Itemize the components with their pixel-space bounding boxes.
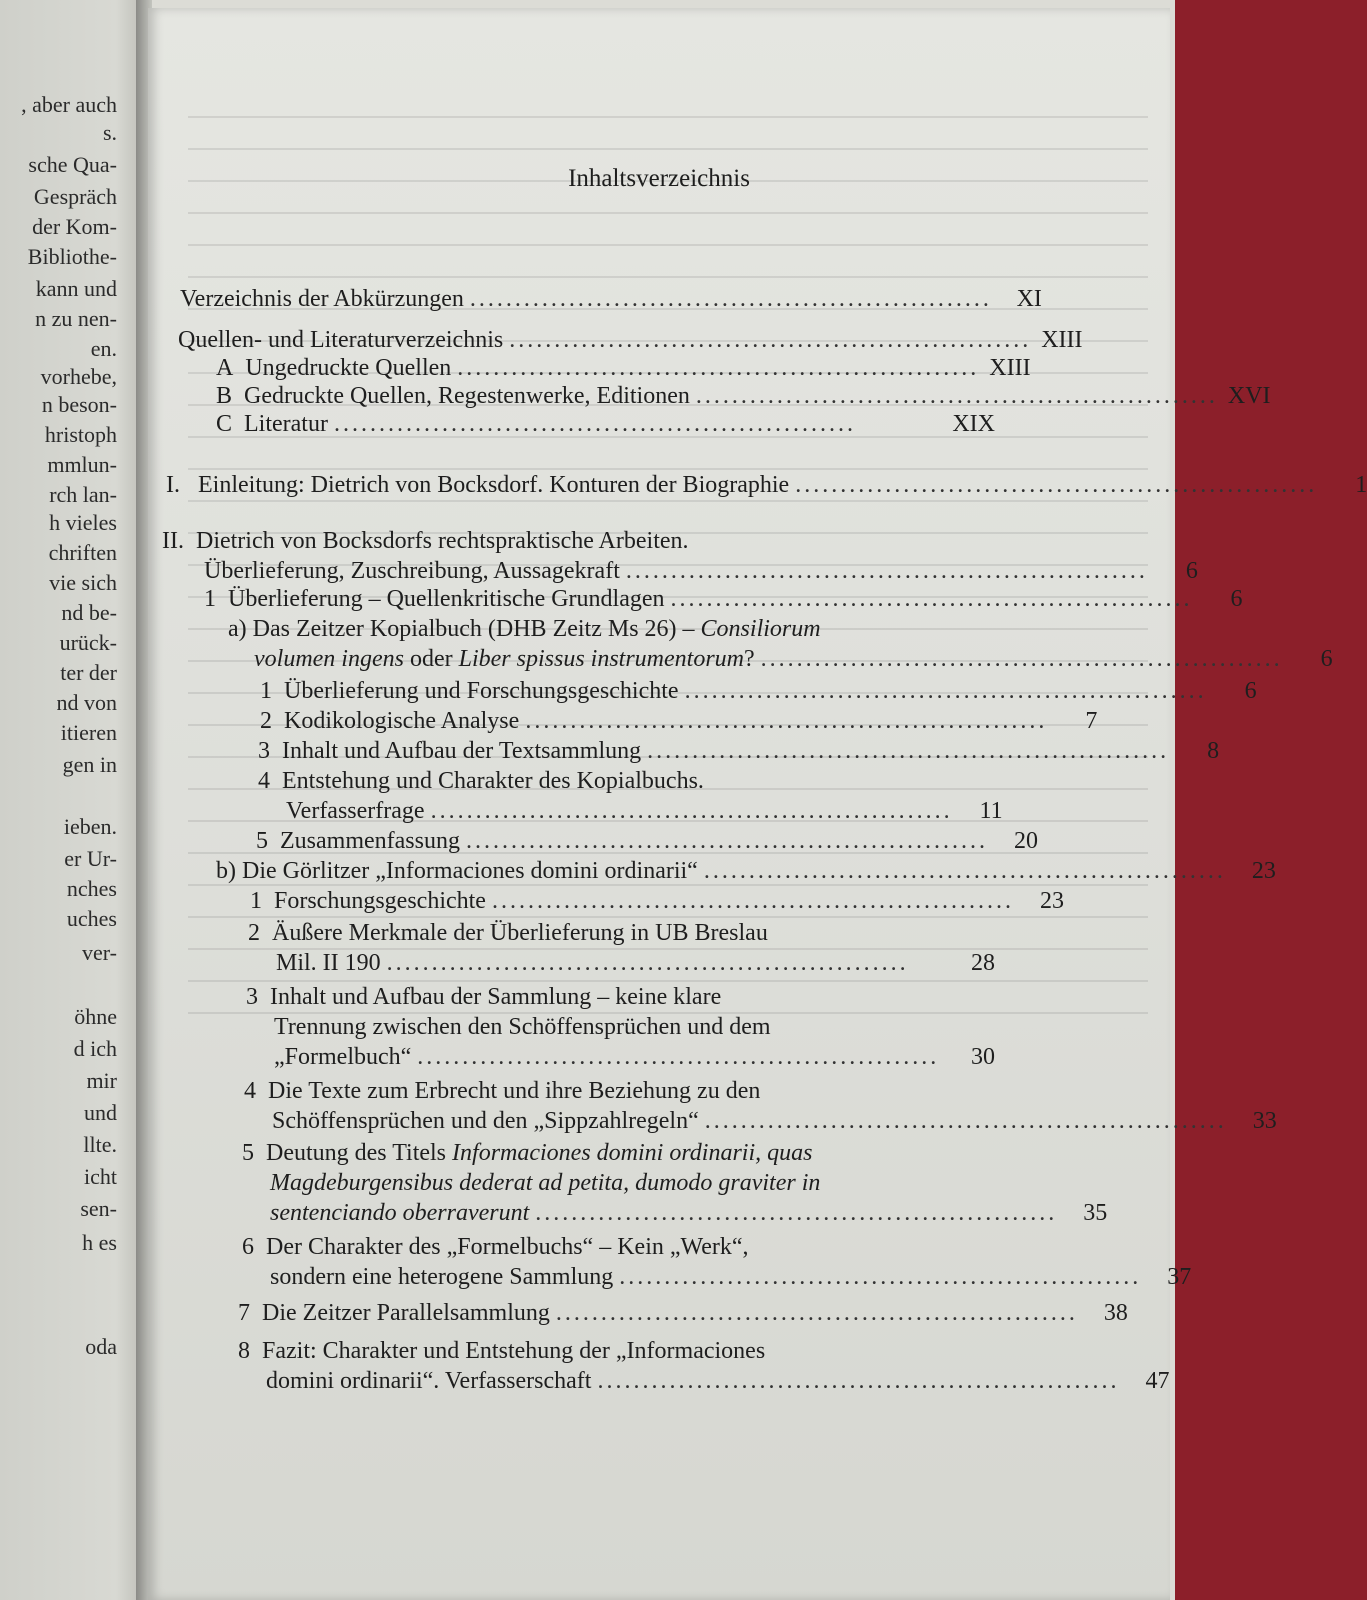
toc-entry-section-b2: 2 Äußere Merkmale der Überlieferung in UB Breslau Mil. II 190 .......................................................... 28	[248, 920, 995, 976]
left-page-text-line: uches	[66, 906, 117, 931]
toc-page-number: XI	[1016, 286, 1042, 312]
toc-entry-section-b7: 7 Die Zeitzer Parallelsammlung .......................................................... 38	[238, 1300, 1128, 1326]
left-page-text-line: rch lan-	[49, 482, 117, 507]
toc-page-number: 20	[1013, 828, 1038, 854]
left-page-text-line: h vieles	[49, 510, 117, 535]
left-page-text-line: sche Qua-	[28, 152, 117, 177]
toc-entry-section-b5: 5 Deutung des Titels Informaciones domini ordinarii, quas Magdeburgensibus dederat ad petita, dumodo graviter in sentenciando oberraverunt .......................................................... 35	[242, 1140, 1108, 1226]
left-page	[0, 0, 145, 1600]
toc-entry-text: volumen ingens	[254, 646, 404, 672]
toc-entry-section-a5: 5 Zusammenfassung .......................................................... 20	[256, 828, 1038, 854]
toc-page-number: 33	[1252, 1108, 1277, 1134]
toc-page-number: 6	[1320, 646, 1333, 672]
toc-entry-chapter-2: II. Dietrich von Bocksdorfs rechtspraktische Arbeiten. Überlieferung, Zuschreibung, Aussagekraft .......................................................... 6	[162, 528, 1198, 584]
toc-entry-label: 2	[260, 708, 272, 734]
toc-entry-label: a)	[228, 616, 247, 642]
toc-entry-text: Liber spissus instrumentorum	[458, 646, 744, 672]
toc-page-number: 30	[971, 1044, 995, 1070]
toc-entry-text: Dietrich von Bocksdorfs rechtspraktische Arbeiten.	[195, 528, 689, 554]
toc-entry-label: 1	[250, 888, 262, 914]
toc-entry-text: Überlieferung und Forschungsgeschichte	[284, 678, 679, 704]
toc-page-number: 38	[1103, 1300, 1128, 1326]
toc-entry-section-b3: 3 Inhalt und Aufbau der Sammlung – keine klare Trennung zwischen den Schöffensprüchen und dem „Formelbuch“ .......................................................... 30	[246, 984, 995, 1070]
toc-page-number: 35	[1083, 1200, 1108, 1226]
toc-entry-text: Kodikologische Analyse	[284, 708, 520, 734]
toc-entry-text: Die Zeitzer Parallelsammlung	[262, 1300, 550, 1326]
toc-entry-text: Deutung des Titels	[266, 1140, 453, 1166]
toc-entry-text: Fazit: Charakter und Entstehung der „Informaciones	[262, 1338, 766, 1364]
left-page-text-line: und	[84, 1100, 117, 1125]
left-page-text-line: gen in	[62, 752, 117, 777]
toc-entry-text: Verzeichnis der Abkürzungen	[180, 286, 464, 312]
toc-entry-literatur: C Literatur .......................................................... XIX	[216, 411, 995, 437]
toc-entry-label: 5	[242, 1140, 254, 1166]
toc-page-number: XIII	[989, 355, 1031, 381]
toc-entry-label: 4	[258, 768, 270, 794]
right-page	[148, 8, 1367, 1600]
left-page-text-line: chriften	[48, 540, 117, 565]
toc-page-number: 37	[1167, 1264, 1192, 1290]
toc-page-number: 11	[979, 798, 1003, 824]
left-page-text-line: hristoph	[44, 422, 117, 447]
left-page-text-line: oda	[85, 1334, 117, 1359]
toc-entry-label: C	[216, 411, 233, 437]
toc-entry-label: 7	[238, 1300, 250, 1326]
toc-entry-label: 3	[258, 738, 270, 764]
toc-page-number: 28	[971, 950, 995, 976]
toc-page-number: 6	[1230, 586, 1243, 612]
left-page-text-line: Bibliothe-	[27, 244, 117, 269]
toc-entry-label: I.	[166, 472, 180, 498]
toc-entry-text: Trennung zwischen den Schöffensprüchen und dem	[274, 1014, 771, 1040]
left-page-text-line: vorhebe,	[40, 364, 117, 389]
toc-entry-text: Überlieferung, Zuschreibung, Aussagekraft	[204, 558, 620, 584]
left-page-text-line: vie sich	[49, 570, 117, 595]
left-page-text-line: ver-	[82, 940, 117, 965]
toc-entry-text: Äußere Merkmale der Überlieferung in UB Breslau	[272, 920, 768, 946]
toc-entry-label: 8	[238, 1338, 250, 1364]
toc-entry-text: Verfasserfrage	[286, 798, 425, 824]
toc-page-number: XVI	[1227, 383, 1271, 409]
toc-entry-text: Mil. II 190	[276, 950, 381, 976]
left-page-text-line: kann und	[35, 276, 117, 301]
toc-entry-text: Inhalt und Aufbau der Textsammlung	[282, 738, 642, 764]
toc-entry-section-a: a) Das Zeitzer Kopialbuch (DHB Zeitz Ms 26) – Consiliorum volumen ingens oder Liber spissus instrumentorum? .......................................................... 6	[228, 616, 1333, 672]
toc-entry-label: A	[216, 355, 234, 381]
toc-entry-text: Zusammenfassung	[280, 828, 460, 854]
left-page-text-line: ter der	[60, 660, 117, 685]
left-page-text-line: icht	[84, 1164, 117, 1189]
left-page-text-line: nd be-	[61, 600, 117, 625]
toc-entry-text: Der Charakter des „Formelbuchs“ – Kein „Werk“,	[266, 1234, 749, 1260]
left-page-text-line: er Ur-	[64, 846, 117, 871]
toc-entry-section-b6: 6 Der Charakter des „Formelbuchs“ – Kein „Werk“, sondern eine heterogene Sammlung .......................................................... 37	[242, 1234, 1192, 1290]
toc-entry-text: Überlieferung – Quellenkritische Grundlagen	[228, 586, 665, 612]
toc-entry-text: Entstehung und Charakter des Kopialbuchs.	[282, 768, 704, 794]
toc-entry-label: 1	[260, 678, 272, 704]
left-page-text-line: der Kom-	[32, 214, 117, 239]
left-page-text-line: Gespräch	[33, 184, 117, 209]
toc-entry-quellen: Quellen- und Literaturverzeichnis .......................................................... XIII	[178, 327, 1083, 353]
toc-entry-text: Schöffensprüchen und den „Sippzahlregeln“	[272, 1108, 699, 1134]
toc-page-number: 47	[1145, 1368, 1170, 1394]
toc-entry-text: sentenciando oberraverunt	[270, 1200, 530, 1226]
left-page-text-line: h es	[82, 1230, 117, 1255]
toc-page-number: 23	[1251, 858, 1276, 884]
left-page-text-line: itieren	[60, 720, 117, 745]
toc-entry-label: 1	[204, 586, 216, 612]
left-page-text-line: mmlun-	[47, 452, 117, 477]
left-page-text-line: n beson-	[41, 392, 117, 417]
toc-entry-text: Ungedruckte Quellen	[245, 355, 452, 381]
toc-entry-gedruckte: B Gedruckte Quellen, Regestenwerke, Editionen .......................................................... XVI	[216, 383, 1271, 409]
toc-entry-abkuerzungen: Verzeichnis der Abkürzungen .......................................................... XI	[180, 286, 1042, 312]
toc-entry-label: B	[216, 383, 233, 409]
toc-page-number: 6	[1185, 558, 1198, 584]
toc-entry-text: Literatur	[244, 411, 328, 437]
left-page-text-line: llte.	[83, 1132, 117, 1157]
toc-entry-label: 6	[242, 1234, 254, 1260]
toc-entry-label: II.	[162, 528, 184, 554]
toc-entry-section-b4: 4 Die Texte zum Erbrecht und ihre Beziehung zu den Schöffensprüchen und den „Sippzahlregeln“ .......................................................... 33	[244, 1078, 1277, 1134]
toc-entry-section-a4: 4 Entstehung und Charakter des Kopialbuchs. Verfasserfrage .......................................................... 11	[258, 768, 1003, 824]
left-page-text-line: s.	[102, 120, 117, 145]
toc-entry-text: Consiliorum	[700, 616, 821, 642]
left-page-text-line: urück-	[59, 630, 117, 655]
left-page-text-line: , aber auch	[21, 92, 117, 117]
toc-entry-section-b8: 8 Fazit: Charakter und Entstehung der „Informaciones domini ordinarii“. Verfasserschaft .......................................................... 47	[238, 1338, 1170, 1394]
left-page-text-line: en.	[90, 336, 117, 361]
toc-page-number: 6	[1244, 678, 1257, 704]
toc-page-number: 8	[1207, 738, 1220, 764]
toc-entry-label: b)	[216, 858, 236, 884]
toc-entry-section-a3: 3 Inhalt und Aufbau der Textsammlung .......................................................... 8	[258, 738, 1220, 764]
toc-entry-label: 4	[244, 1078, 256, 1104]
page-title: Inhaltsverzeichnis	[568, 165, 750, 192]
toc-page-number: 1	[1355, 472, 1367, 498]
toc-entry-section-b1: 1 Forschungsgeschichte .......................................................... 23	[250, 888, 1064, 914]
toc-entry-text: sondern eine heterogene Sammlung	[270, 1264, 614, 1290]
left-page-text-line: d ich	[73, 1036, 117, 1061]
toc-entry-text: Informaciones domini ordinarii, quas	[452, 1140, 813, 1166]
toc-entry-ungedruckte: A Ungedruckte Quellen .......................................................... XIII	[216, 355, 1031, 381]
toc-entry-section-a2: 2 Kodikologische Analyse .......................................................... 7	[260, 708, 1098, 734]
toc-entry-label: 3	[246, 984, 258, 1010]
toc-page-number: XIII	[1041, 327, 1083, 353]
toc-entry-text: Quellen- und Literaturverzeichnis	[178, 327, 504, 353]
toc-entry-section-1: 1 Überlieferung – Quellenkritische Grundlagen .......................................................... 6	[204, 586, 1243, 612]
left-page-text-line: mir	[86, 1068, 117, 1093]
toc-entry-text: domini ordinarii“. Verfasserschaft	[266, 1368, 592, 1394]
toc-page-number: 7	[1085, 708, 1098, 734]
toc-page-number: XIX	[952, 411, 995, 437]
toc-entry-text: Die Texte zum Erbrecht und ihre Beziehung zu den	[268, 1078, 761, 1104]
toc-entry-text: oder	[403, 646, 459, 672]
toc-entry-label: 5	[256, 828, 268, 854]
toc-entry-text: Magdeburgensibus dederat ad petita, dumodo graviter in	[270, 1170, 821, 1196]
left-page-text-line: nd von	[56, 690, 117, 715]
toc-entry-section-a1: 1 Überlieferung und Forschungsgeschichte .......................................................... 6	[260, 678, 1257, 704]
toc-entry-text: Forschungsgeschichte	[274, 888, 486, 914]
toc-entry-text: ?	[744, 646, 755, 672]
toc-entry-text: Inhalt und Aufbau der Sammlung – keine klare	[270, 984, 722, 1010]
left-page-text-line: sen-	[80, 1196, 117, 1221]
left-page-text-line: n zu nen-	[35, 306, 117, 331]
toc-entry-section-b: b) Die Görlitzer „Informaciones domini ordinarii“ .......................................................... 23	[216, 858, 1276, 884]
toc-entry-chapter-1: I. Einleitung: Dietrich von Bocksdorf. Konturen der Biographie .......................................................... 1	[166, 472, 1367, 498]
left-page-text-line: ieben.	[63, 814, 117, 839]
toc-page-number: 23	[1039, 888, 1064, 914]
left-page-text-line: öhne	[74, 1004, 117, 1029]
toc-entry-text: Das Zeitzer Kopialbuch (DHB Zeitz Ms 26) –	[252, 616, 701, 642]
toc-entry-text: „Formelbuch“	[274, 1044, 412, 1070]
toc-entry-text: Die Görlitzer „Informaciones domini ordinarii“	[242, 858, 698, 884]
toc-entry-text: Gedruckte Quellen, Regestenwerke, Editionen	[244, 383, 690, 409]
toc-entry-text: Einleitung: Dietrich von Bocksdorf. Konturen der Biographie	[198, 472, 790, 498]
left-page-text-line: nches	[66, 876, 117, 901]
toc-entry-label: 2	[248, 920, 260, 946]
